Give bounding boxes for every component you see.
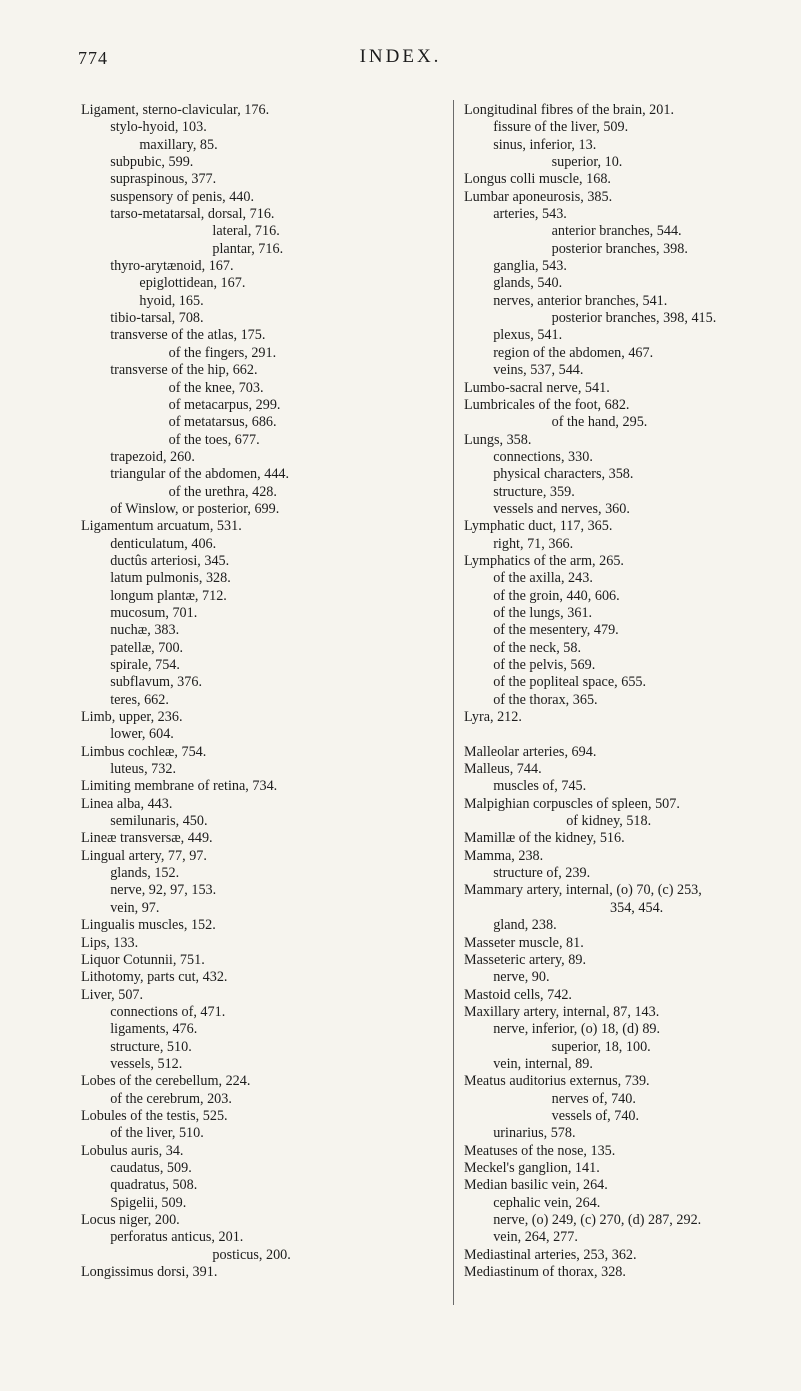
index-subentry: semilunaris, 450.	[110, 813, 208, 830]
index-subentry: patellæ, 700.	[110, 639, 184, 656]
index-subentry: fissure of the liver, 509.	[493, 119, 629, 136]
index-entry-heading: Lithotomy, parts cut, 432.	[81, 969, 228, 986]
index-entry-heading: Longitudinal fibres of the brain, 201.	[464, 102, 675, 118]
index-subentry: perforatus anticus, 201.	[110, 1229, 244, 1246]
index-entry-heading: Lyra, 212.	[464, 709, 522, 726]
index-subentry: right, 71, 366.	[493, 535, 574, 552]
index-subentry: triangular of the abdomen, 444.	[110, 466, 290, 483]
index-entry-heading: Lingualis muscles, 152.	[81, 917, 216, 934]
index-entry-heading: Limb, upper, 236.	[81, 709, 183, 726]
index-subentry: structure, 359.	[493, 483, 575, 500]
index-subentry: glands, 152.	[110, 865, 180, 882]
index-subentry: urinarius, 578.	[493, 1125, 576, 1142]
index-subentry: anterior branches, 544.	[551, 223, 682, 240]
index-subentry: 354, 454.	[610, 899, 664, 916]
index-subentry: vessels, 512.	[110, 1055, 183, 1072]
index-subentry: of the cerebrum, 203.	[110, 1090, 232, 1107]
index-entry-heading: Maxillary artery, internal, 87, 143.	[464, 1003, 660, 1020]
index-subentry: epiglottidean, 167.	[139, 275, 246, 292]
index-subentry: nerve, 90.	[493, 969, 550, 986]
index-subentry: supraspinous, 377.	[110, 171, 217, 188]
index-subentry: posticus, 200.	[212, 1246, 291, 1263]
index-subentry: tarso-metatarsal, dorsal, 716.	[110, 206, 275, 223]
index-subentry: nerve, inferior, (o) 18, (d) 89.	[493, 1021, 661, 1038]
index-entry-heading: Longus colli muscle, 168.	[464, 171, 611, 188]
index-subentry: plexus, 541.	[493, 327, 563, 344]
index-subentry: ligaments, 476.	[110, 1021, 198, 1038]
index-entry-heading: Mediastinal arteries, 253, 362.	[464, 1246, 637, 1263]
index-subentry: superior, 18, 100.	[551, 1038, 651, 1055]
index-entry-heading: Mastoid cells, 742.	[464, 986, 572, 1003]
index-subentry: of the lungs, 361.	[493, 604, 593, 621]
index-subentry: of the groin, 440, 606.	[493, 587, 620, 604]
index-subentry: of the liver, 510.	[110, 1125, 204, 1142]
index-entry-heading: Lumbar aponeurosis, 385.	[464, 188, 613, 205]
index-subentry: connections of, 471.	[110, 1003, 226, 1020]
index-subentry: of the fingers, 291.	[168, 344, 277, 361]
index-subentry: structure of, 239.	[493, 865, 591, 882]
index-entry-heading: Lungs, 358.	[464, 431, 532, 448]
index-subentry: suspensory of penis, 440.	[110, 188, 255, 205]
index-subentry: teres, 662.	[110, 691, 169, 708]
index-subentry: sinus, inferior, 13.	[493, 136, 597, 153]
index-subentry: spirale, 754.	[110, 657, 180, 673]
index-subentry: hyoid, 165.	[139, 292, 204, 309]
index-entry-heading: Malleolar arteries, 694.	[464, 743, 597, 760]
index-entry-heading: Lobules of the testis, 525.	[81, 1107, 228, 1124]
index-subentry: lateral, 716.	[212, 223, 280, 240]
index-subentry: of the knee, 703.	[168, 379, 264, 396]
index-entry-heading: Lumbo-sacral nerve, 541.	[464, 379, 610, 396]
index-subentry: tibio-tarsal, 708.	[110, 310, 204, 327]
index-entry-heading: Meatus auditorius externus, 739.	[464, 1073, 650, 1090]
index-entry-heading: Lymphatics of the arm, 265.	[464, 552, 624, 569]
index-subentry: lower, 604.	[110, 726, 174, 743]
index-entry-heading: Linea alba, 443.	[81, 795, 173, 812]
index-entry-heading: Lips, 133.	[81, 934, 139, 951]
index-subentry: structure, 510.	[110, 1038, 192, 1055]
index-subentry: of metacarpus, 299.	[168, 396, 281, 413]
index-entry-heading: Locus niger, 200.	[81, 1212, 180, 1228]
index-entry-heading: Lymphatic duct, 117, 365.	[464, 518, 613, 535]
index-subentry: subpubic, 599.	[110, 154, 194, 171]
index-subentry: of the popliteal space, 655.	[493, 674, 647, 691]
index-subentry: posterior branches, 398.	[551, 240, 688, 257]
index-entry-heading: Mamillæ of the kidney, 516.	[464, 830, 625, 847]
index-subentry: vein, 264, 277.	[493, 1229, 578, 1246]
index-entry-heading: Masseteric artery, 89.	[464, 951, 586, 968]
index-subentry: nerve, 92, 97, 153.	[110, 882, 217, 899]
index-subentry: transverse of the atlas, 175.	[110, 327, 266, 344]
index-subentry: of the hand, 295.	[551, 414, 648, 431]
index-subentry: maxillary, 85.	[139, 136, 218, 153]
index-entry-heading: Mammary artery, internal, (o) 70, (c) 253,	[464, 882, 702, 899]
index-subentry: ganglia, 543.	[493, 258, 567, 275]
index-entry-heading: Malpighian corpuscles of spleen, 507.	[464, 795, 680, 812]
column-divider	[453, 100, 454, 1305]
index-subentry: Spigelii, 509.	[110, 1194, 187, 1211]
index-subentry: connections, 330.	[493, 448, 593, 465]
index-subentry: vessels and nerves, 360.	[493, 500, 630, 517]
index-subentry: superior, 10.	[551, 154, 623, 171]
index-subentry: longum plantæ, 712.	[110, 587, 227, 604]
index-subentry: vein, 97.	[110, 899, 160, 916]
index-subentry: of the axilla, 243.	[493, 570, 593, 587]
index-entry-heading: Liquor Cotunnii, 751.	[81, 951, 205, 968]
index-entry-heading: Meckel's ganglion, 141.	[464, 1159, 600, 1176]
index-entry-heading: Mediastinum of thorax, 328.	[464, 1264, 626, 1281]
index-subentry: of the pelvis, 569.	[493, 657, 596, 673]
index-subentry: of the mesentery, 479.	[493, 622, 619, 639]
index-subentry: nerves of, 740.	[551, 1090, 636, 1107]
index-entry-heading: Limiting membrane of retina, 734.	[81, 778, 278, 795]
index-subentry: quadratus, 508.	[110, 1177, 198, 1194]
index-entry-heading: Lobes of the cerebellum, 224.	[81, 1073, 251, 1090]
index-entry-heading: Malleus, 744.	[464, 761, 542, 778]
index-subentry: vessels of, 740.	[551, 1107, 640, 1124]
index-entry-heading: Meatuses of the nose, 135.	[464, 1142, 616, 1159]
index-subentry: trapezoid, 260.	[110, 448, 195, 465]
index-subentry: of the toes, 677.	[168, 431, 260, 448]
index-subentry: of the neck, 58.	[493, 639, 582, 656]
index-entry-heading: Lumbricales of the foot, 682.	[464, 396, 630, 413]
index-subentry: subflavum, 376.	[110, 674, 203, 691]
index-entry-heading: Median basilic vein, 264.	[464, 1177, 608, 1194]
index-subentry: muscles of, 745.	[493, 778, 587, 795]
index-subentry: gland, 238.	[493, 917, 557, 934]
index-entry-heading: Masseter muscle, 81.	[464, 934, 584, 951]
index-entry-heading: Longissimus dorsi, 391.	[81, 1264, 218, 1281]
index-subentry: physical characters, 358.	[493, 466, 634, 483]
index-subentry: nerve, (o) 249, (c) 270, (d) 287, 292.	[493, 1212, 702, 1228]
index-subentry: plantar, 716.	[212, 240, 284, 257]
index-subentry: luteus, 732.	[110, 761, 176, 778]
index-subentry: region of the abdomen, 467.	[493, 344, 654, 361]
index-entry-heading: Limbus cochleæ, 754.	[81, 743, 207, 760]
index-subentry: cephalic vein, 264.	[493, 1194, 601, 1211]
index-entry-heading: Mamma, 238.	[464, 847, 544, 864]
index-subentry: mucosum, 701.	[110, 604, 198, 621]
page-title: INDEX.	[359, 46, 442, 67]
index-column-right	[464, 102, 800, 1281]
index-subentry: of metatarsus, 686.	[168, 414, 277, 431]
index-subentry: of the thorax, 365.	[493, 691, 598, 708]
index-subentry: posterior branches, 398, 415.	[551, 310, 717, 327]
index-subentry: nuchæ, 383.	[110, 622, 180, 639]
index-entry-heading: Ligamentum arcuatum, 531.	[81, 518, 242, 535]
index-entry-heading: Lobulus auris, 34.	[81, 1142, 184, 1159]
index-subentry: ductûs arteriosi, 345.	[110, 552, 230, 569]
index-subentry: vein, internal, 89.	[493, 1055, 593, 1072]
index-subentry: of Winslow, or posterior, 699.	[110, 500, 280, 517]
index-entry-heading: Ligament, sterno-clavicular, 176.	[81, 102, 270, 118]
page-number: 774	[78, 48, 108, 68]
index-subentry: latum pulmonis, 328.	[110, 570, 231, 587]
index-subentry: nerves, anterior branches, 541.	[493, 292, 668, 309]
index-subentry: glands, 540.	[493, 275, 563, 292]
index-subentry: veins, 537, 544.	[493, 362, 584, 379]
index-subentry: denticulatum, 406.	[110, 535, 217, 552]
index-subentry: transverse of the hip, 662.	[110, 362, 258, 379]
index-subentry: thyro-arytænoid, 167.	[110, 258, 234, 275]
index-subentry: stylo-hyoid, 103.	[110, 119, 207, 136]
index-subentry: of the urethra, 428.	[168, 483, 277, 500]
index-entry-heading: Liver, 507.	[81, 986, 144, 1003]
blank-line	[464, 726, 800, 743]
index-entry-heading: Lingual artery, 77, 97.	[81, 847, 207, 864]
index-column-left	[81, 102, 443, 1281]
index-entry-heading: Lineæ transversæ, 449.	[81, 830, 213, 847]
index-subentry: caudatus, 509.	[110, 1159, 192, 1176]
index-subentry: of kidney, 518.	[566, 813, 652, 830]
index-subentry: arteries, 543.	[493, 206, 567, 223]
